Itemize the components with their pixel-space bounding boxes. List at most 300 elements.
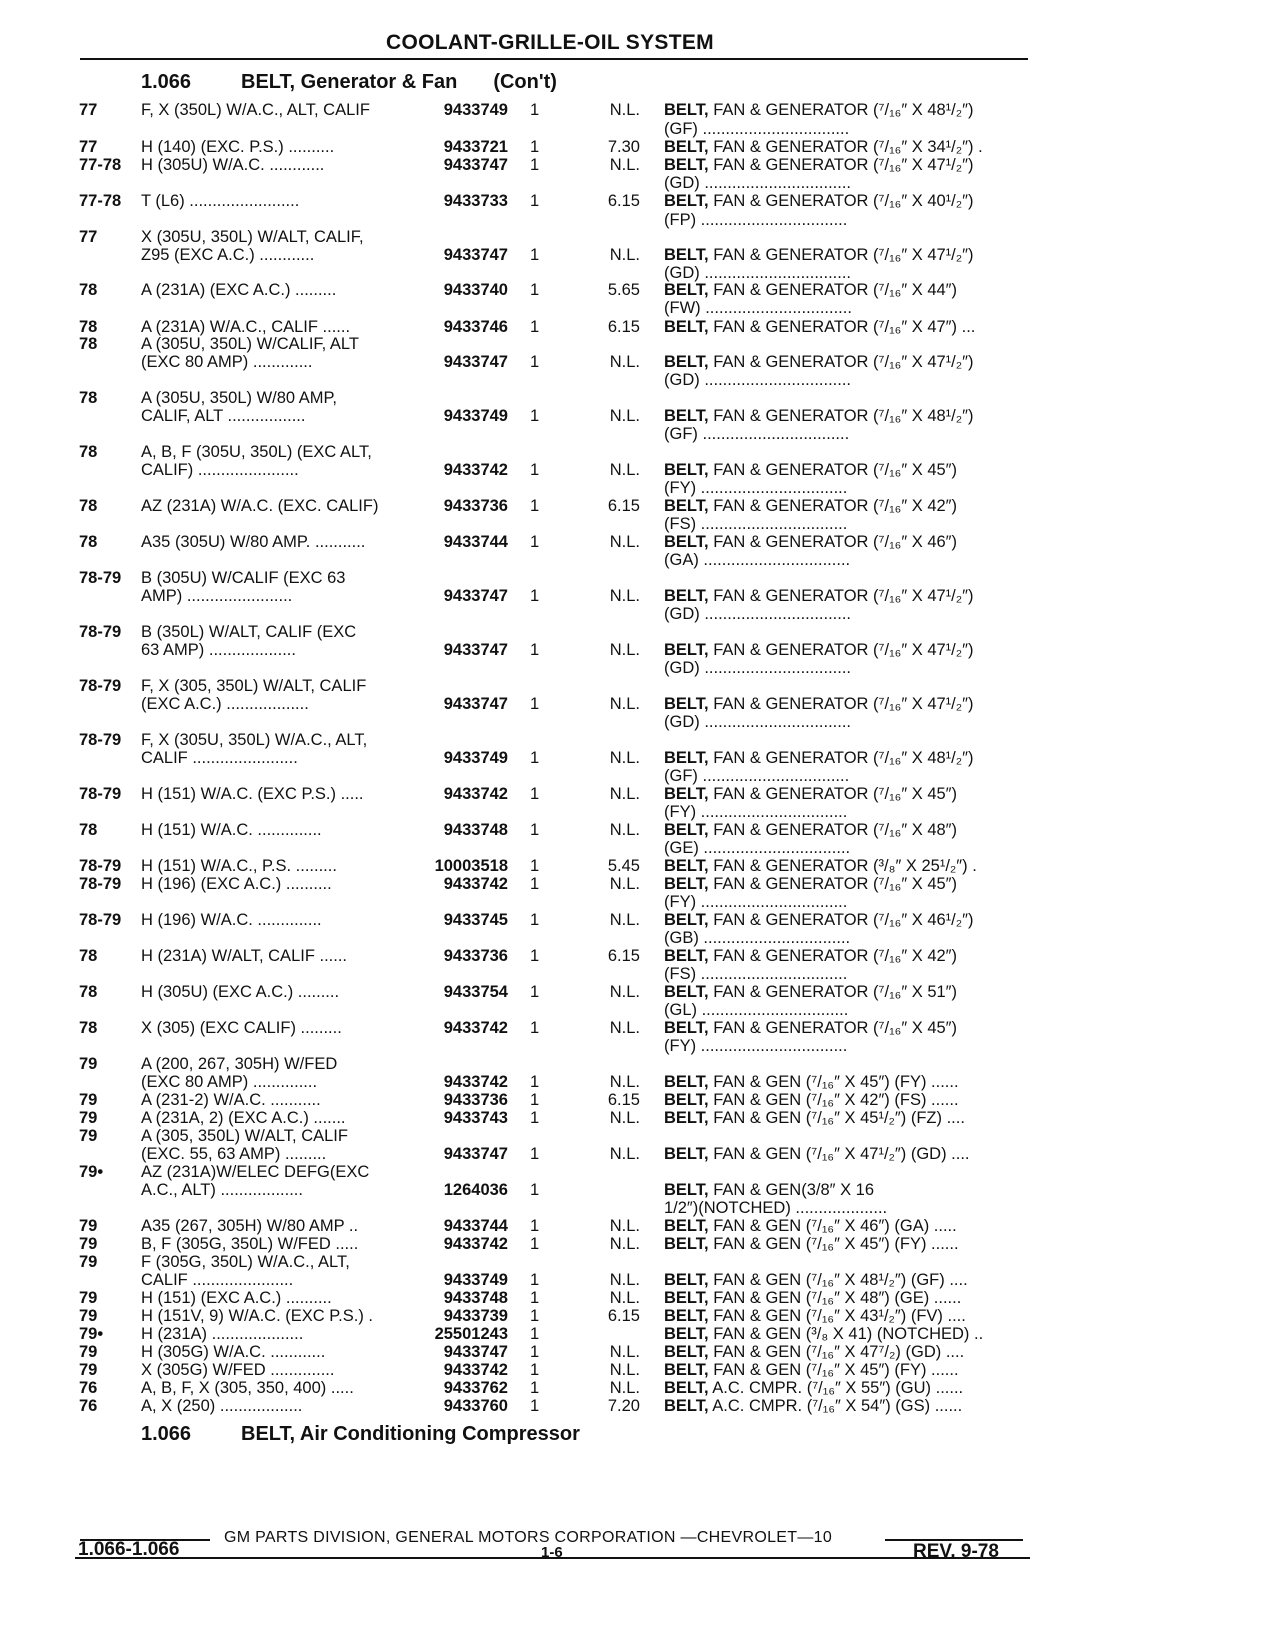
application: H (151V, 9) W/A.C. (EXC P.S.) . xyxy=(141,1307,373,1325)
model-year: 78-79 xyxy=(79,623,122,641)
part-name-detail: (FY) ................................ xyxy=(664,1037,848,1055)
model-year: 78 xyxy=(79,497,98,515)
part-name-detail: FAN & GENERATOR (⁷/₁₆″ X 47¹/₂″) xyxy=(708,587,974,605)
model-year: 77 xyxy=(79,101,98,119)
part-name-detail: FAN & GENERATOR (⁷/₁₆″ X 45″) xyxy=(708,1019,958,1037)
part-name-detail: (FY) ................................ xyxy=(664,893,848,911)
part-name-keyword: BELT, xyxy=(664,875,709,893)
part-name-detail: A.C. CMPR. (⁷/₁₆″ X 54″) (GS) ...... xyxy=(708,1397,963,1415)
application: A (231A) W/A.C., CALIF ...... xyxy=(141,318,351,336)
part-name-detail: (GB) ................................ xyxy=(664,929,851,947)
part-name-keyword: BELT, xyxy=(664,138,709,156)
part-name-detail: FAN & GENERATOR (⁷/₁₆″ X 47¹/₂″) xyxy=(708,641,974,659)
quantity: 1 xyxy=(530,497,540,515)
model-year: 76 xyxy=(79,1397,98,1415)
application: B, F (305G, 350L) W/FED ..... xyxy=(141,1235,359,1253)
part-name xyxy=(664,192,974,211)
part-name-detail: A.C. CMPR. (⁷/₁₆″ X 55″) (GU) ...... xyxy=(708,1379,964,1397)
model-year: 79 xyxy=(79,1055,98,1073)
price: N.L. xyxy=(609,983,640,1001)
part-name-keyword: BELT, xyxy=(664,1181,709,1199)
price: N.L. xyxy=(609,875,640,893)
part-name-detail: FAN & GENERATOR (⁷/₁₆″ X 47¹/₂″) xyxy=(708,353,974,371)
part-number: 9433749 xyxy=(443,101,508,119)
application: X (305U, 350L) W/ALT, CALIF, xyxy=(141,228,364,246)
price: N.L. xyxy=(609,749,640,767)
part-name xyxy=(664,1145,970,1164)
part-name-keyword: BELT, xyxy=(664,1379,709,1397)
part-name-keyword: BELT, xyxy=(664,407,709,425)
price: 7.20 xyxy=(607,1397,640,1415)
part-number: 9433747 xyxy=(443,641,508,659)
part-name xyxy=(664,947,957,966)
price: N.L. xyxy=(609,1289,640,1307)
part-number: 9433747 xyxy=(443,587,508,605)
part-name-keyword: BELT, xyxy=(664,1307,709,1325)
part-name-keyword: BELT, xyxy=(664,1289,709,1307)
part-name xyxy=(664,1109,965,1128)
part-name-keyword: BELT, xyxy=(664,1271,709,1289)
quantity: 1 xyxy=(530,246,540,264)
price: 7.30 xyxy=(607,138,640,156)
model-year: 78 xyxy=(79,335,98,353)
part-name xyxy=(664,156,974,175)
application: H (196) (EXC A.C.) .......... xyxy=(141,875,332,893)
part-name-detail: FAN & GENERATOR (⁷/₁₆″ X 51″) xyxy=(708,983,958,1001)
part-name xyxy=(664,857,977,876)
part-name-keyword: BELT, xyxy=(664,353,709,371)
price: N.L. xyxy=(609,1019,640,1037)
part-name-detail: FAN & GENERATOR (⁷/₁₆″ X 46¹/₂″) xyxy=(708,911,974,929)
price: N.L. xyxy=(609,695,640,713)
price: N.L. xyxy=(609,1217,640,1235)
part-name-keyword: BELT, xyxy=(664,857,709,875)
part-number: 9433739 xyxy=(443,1307,508,1325)
part-name-detail: FAN & GENERATOR (⁷/₁₆″ X 45″) xyxy=(708,875,958,893)
price: N.L. xyxy=(609,407,640,425)
application: AZ (231A)W/ELEC DEFG(EXC xyxy=(141,1163,370,1181)
part-name-detail: FAN & GEN (⁷/₁₆″ X 45″) (FY) ...... xyxy=(708,1235,959,1253)
application: B (305U) W/CALIF (EXC 63 xyxy=(141,569,346,587)
application: A (200, 267, 305H) W/FED xyxy=(141,1055,338,1073)
application: B (350L) W/ALT, CALIF (EXC xyxy=(141,623,357,641)
application: CALIF) ...................... xyxy=(141,461,299,479)
part-name xyxy=(664,983,957,1002)
part-name xyxy=(664,695,974,714)
part-name-detail: (GD) ................................ xyxy=(664,174,852,192)
part-name xyxy=(664,875,957,894)
model-year: 79 xyxy=(79,1109,98,1127)
part-number: 9433747 xyxy=(443,1145,508,1163)
part-name xyxy=(664,1343,964,1362)
part-name-keyword: BELT, xyxy=(664,1109,709,1127)
model-year: 79 xyxy=(79,1343,98,1361)
part-number: 9433760 xyxy=(443,1397,508,1415)
part-name xyxy=(664,1289,961,1308)
part-name-keyword: BELT, xyxy=(664,497,709,515)
application: H (305U) (EXC A.C.) ......... xyxy=(141,983,340,1001)
part-name-keyword: BELT, xyxy=(664,461,709,479)
price: N.L. xyxy=(609,1145,640,1163)
quantity: 1 xyxy=(530,353,540,371)
part-name-keyword: BELT, xyxy=(664,1235,709,1253)
model-year: 78-79 xyxy=(79,911,122,929)
price: N.L. xyxy=(609,821,640,839)
quantity: 1 xyxy=(530,1073,540,1091)
application: H (305U) W/A.C. ............ xyxy=(141,156,325,174)
model-year: 77-78 xyxy=(79,192,122,210)
part-name xyxy=(664,1073,959,1092)
quantity: 1 xyxy=(530,1217,540,1235)
quantity: 1 xyxy=(530,533,540,551)
part-name-keyword: BELT, xyxy=(664,641,709,659)
quantity: 1 xyxy=(530,1145,540,1163)
quantity: 1 xyxy=(530,138,540,156)
part-name xyxy=(664,1307,966,1326)
quantity: 1 xyxy=(530,192,540,210)
application: (EXC. 55, 63 AMP) ......... xyxy=(141,1145,327,1163)
part-number: 1264036 xyxy=(443,1181,508,1199)
part-number: 9433748 xyxy=(443,1289,508,1307)
model-year: 79• xyxy=(79,1325,104,1343)
part-name-detail: 1/2″)(NOTCHED) .................... xyxy=(664,1199,888,1217)
application: A (231A) (EXC A.C.) ......... xyxy=(141,281,337,299)
price: N.L. xyxy=(609,641,640,659)
footer-section-code: 1.066-1.066 xyxy=(78,1539,180,1560)
price: N.L. xyxy=(609,1073,640,1091)
price: 6.15 xyxy=(607,497,640,515)
quantity: 1 xyxy=(530,156,540,174)
part-name-keyword: BELT, xyxy=(664,156,709,174)
quantity: 1 xyxy=(530,1361,540,1379)
part-name-detail: FAN & GEN (⁷/₁₆″ X 48¹/₂″) (GF) .... xyxy=(708,1271,968,1289)
part-name xyxy=(664,1199,887,1218)
application: A35 (305U) W/80 AMP. ........... xyxy=(141,533,366,551)
part-name-keyword: BELT, xyxy=(664,1217,709,1235)
quantity: 1 xyxy=(530,1379,540,1397)
part-number: 25501243 xyxy=(434,1325,508,1343)
part-name-detail: FAN & GENERATOR (⁷/₁₆″ X 45″) xyxy=(708,461,958,479)
part-name xyxy=(664,965,847,984)
model-year: 78 xyxy=(79,821,98,839)
part-name xyxy=(664,299,852,318)
application: A35 (267, 305H) W/80 AMP .. xyxy=(141,1217,359,1235)
part-name xyxy=(664,138,983,157)
application: H (231A) W/ALT, CALIF ...... xyxy=(141,947,347,965)
part-name-detail: FAN & GEN (⁷/₁₆″ X 45″) (FY) ...... xyxy=(708,1361,959,1379)
price: N.L. xyxy=(609,1109,640,1127)
quantity: 1 xyxy=(530,1019,540,1037)
part-name xyxy=(664,1325,983,1344)
model-year: 78-79 xyxy=(79,857,122,875)
part-name xyxy=(664,1019,957,1038)
part-name xyxy=(664,101,974,120)
application: H (231A) .................... xyxy=(141,1325,304,1343)
part-number: 9433745 xyxy=(443,911,508,929)
part-number: 9433740 xyxy=(443,281,508,299)
part-number: 9433742 xyxy=(443,461,508,479)
price: N.L. xyxy=(609,461,640,479)
application: H (151) W/A.C. (EXC P.S.) ..... xyxy=(141,785,364,803)
part-name xyxy=(664,1217,957,1236)
page-title: COOLANT-GRILLE-OIL SYSTEM xyxy=(386,31,714,54)
part-name xyxy=(664,767,849,786)
quantity: 1 xyxy=(530,1307,540,1325)
part-number: 9433754 xyxy=(443,983,508,1001)
part-name-detail: FAN & GENERATOR (⁷/₁₆″ X 48¹/₂″) xyxy=(708,749,974,767)
part-name-keyword: BELT, xyxy=(664,1145,709,1163)
part-name-detail: (GF) ................................ xyxy=(664,425,850,443)
part-name-detail: FAN & GEN (⁷/₁₆″ X 46″) (GA) ..... xyxy=(708,1217,957,1235)
application: (EXC 80 AMP) ............. xyxy=(141,353,313,371)
quantity: 1 xyxy=(530,318,540,336)
part-name-detail: (GD) ................................ xyxy=(664,371,852,389)
part-name-detail: (FY) ................................ xyxy=(664,803,848,821)
price: N.L. xyxy=(609,785,640,803)
quantity: 1 xyxy=(530,1235,540,1253)
part-name xyxy=(664,1235,959,1254)
application: X (305) (EXC CALIF) ......... xyxy=(141,1019,342,1037)
part-name-detail: (GL) ................................ xyxy=(664,1001,849,1019)
part-name-detail: FAN & GEN (⁷/₁₆″ X 47¹/₂″) (GD) .... xyxy=(708,1145,970,1163)
model-year: 78-79 xyxy=(79,785,122,803)
model-year: 78 xyxy=(79,281,98,299)
model-year: 78 xyxy=(79,389,98,407)
model-year: 78 xyxy=(79,947,98,965)
price: 6.15 xyxy=(607,318,640,336)
application: Z95 (EXC A.C.) ............ xyxy=(141,246,315,264)
part-name-keyword: BELT, xyxy=(664,1019,709,1037)
part-number: 9433742 xyxy=(443,1019,508,1037)
quantity: 1 xyxy=(530,1181,540,1199)
price: N.L. xyxy=(609,587,640,605)
part-name xyxy=(664,407,974,426)
part-name xyxy=(664,353,974,372)
model-year: 76 xyxy=(79,1379,98,1397)
application: H (305G) W/A.C. ............ xyxy=(141,1343,326,1361)
part-name-keyword: BELT, xyxy=(664,318,709,336)
section-title: BELT, Generator & Fan xyxy=(241,71,458,93)
part-name-keyword: BELT, xyxy=(664,101,709,119)
part-name-keyword: BELT, xyxy=(664,533,709,551)
part-number: 9433748 xyxy=(443,821,508,839)
application: F, X (305, 350L) W/ALT, CALIF xyxy=(141,677,367,695)
part-name-detail: FAN & GEN(3/8″ X 16 xyxy=(708,1181,875,1199)
application: T (L6) ........................ xyxy=(141,192,300,210)
model-year: 79 xyxy=(79,1217,98,1235)
part-name-detail: FAN & GEN (⁷/₁₆″ X 48″) (GE) ...... xyxy=(708,1289,962,1307)
quantity: 1 xyxy=(530,641,540,659)
price: 5.45 xyxy=(607,857,640,875)
price: N.L. xyxy=(609,353,640,371)
part-number: 9433747 xyxy=(443,353,508,371)
section-continued: (Con't) xyxy=(493,71,557,93)
part-name xyxy=(664,120,849,139)
part-name-keyword: BELT, xyxy=(664,1325,709,1343)
quantity: 1 xyxy=(530,857,540,875)
application: CALIF, ALT ................. xyxy=(141,407,306,425)
part-name xyxy=(664,497,957,516)
part-name xyxy=(664,174,851,193)
price: N.L. xyxy=(609,911,640,929)
application: A (305, 350L) W/ALT, CALIF xyxy=(141,1127,348,1145)
part-number: 9433749 xyxy=(443,407,508,425)
quantity: 1 xyxy=(530,461,540,479)
part-name-detail: (GF) ................................ xyxy=(664,120,850,138)
part-name-keyword: BELT, xyxy=(664,587,709,605)
quantity: 1 xyxy=(530,1343,540,1361)
part-name-detail: FAN & GENERATOR (⁷/₁₆″ X 48¹/₂″) xyxy=(708,101,974,119)
quantity: 1 xyxy=(530,1289,540,1307)
part-name-detail: FAN & GEN (⁷/₁₆″ X 45¹/₂″) (FZ) .... xyxy=(708,1109,965,1127)
part-number: 10003518 xyxy=(434,857,508,875)
part-name xyxy=(664,1397,962,1416)
part-number: 9433742 xyxy=(443,875,508,893)
price: N.L. xyxy=(609,246,640,264)
model-year: 79 xyxy=(79,1289,98,1307)
model-year: 79 xyxy=(79,1235,98,1253)
part-name-keyword: BELT, xyxy=(664,1073,709,1091)
application: A, B, F, X (305, 350, 400) ..... xyxy=(141,1379,354,1397)
model-year: 79 xyxy=(79,1253,98,1271)
part-name-detail: FAN & GEN (⁷/₁₆″ X 45″) (FY) ...... xyxy=(708,1073,959,1091)
footer-publisher: GM PARTS DIVISION, GENERAL MOTORS CORPORATION —CHEVROLET—10 xyxy=(224,1529,833,1546)
part-name-detail: FAN & GENERATOR (⁷/₁₆″ X 47″) ... xyxy=(708,318,976,336)
price: 5.65 xyxy=(607,281,640,299)
part-name-detail: FAN & GEN (³/₈ X 41) (NOTCHED) .. xyxy=(708,1325,984,1343)
part-name xyxy=(664,479,847,498)
part-name xyxy=(664,211,847,230)
part-name-detail: FAN & GENERATOR (⁷/₁₆″ X 40¹/₂″) xyxy=(708,192,974,210)
model-year: 78-79 xyxy=(79,569,122,587)
application: F, X (305U, 350L) W/A.C., ALT, xyxy=(141,731,368,749)
part-name-keyword: BELT, xyxy=(664,246,709,264)
application: A (305U, 350L) W/80 AMP, xyxy=(141,389,337,407)
footer-page-number: 1-6 xyxy=(541,1544,563,1561)
price: 6.15 xyxy=(607,192,640,210)
quantity: 1 xyxy=(530,875,540,893)
part-name xyxy=(664,281,957,300)
quantity: 1 xyxy=(530,281,540,299)
section-title: BELT, Air Conditioning Compressor xyxy=(241,1423,580,1445)
model-year: 77 xyxy=(79,138,98,156)
part-name xyxy=(664,246,974,265)
part-number: 9433744 xyxy=(443,533,508,551)
application: F (305G, 350L) W/A.C., ALT, xyxy=(141,1253,350,1271)
part-number: 9433742 xyxy=(443,1361,508,1379)
application: A.C., ALT) .................. xyxy=(141,1181,303,1199)
part-name xyxy=(664,1181,874,1200)
quantity: 1 xyxy=(530,821,540,839)
application: 63 AMP) ................... xyxy=(141,641,296,659)
price: N.L. xyxy=(609,1343,640,1361)
part-name xyxy=(664,318,975,337)
part-name-detail: (GE) ................................ xyxy=(664,839,851,857)
part-name-keyword: BELT, xyxy=(664,1397,709,1415)
part-number: 9433736 xyxy=(443,497,508,515)
part-name-detail: FAN & GEN (⁷/₁₆″ X 47⁷/₂) (GD) .... xyxy=(708,1343,965,1361)
model-year: 78-79 xyxy=(79,731,122,749)
model-year: 77 xyxy=(79,228,98,246)
part-name-detail: (GD) ................................ xyxy=(664,659,852,677)
part-number: 9433747 xyxy=(443,246,508,264)
application: H (151) W/A.C. .............. xyxy=(141,821,322,839)
part-number: 9433746 xyxy=(443,318,508,336)
part-name-detail: (FY) ................................ xyxy=(664,479,848,497)
part-name xyxy=(664,515,847,534)
part-name-detail: FAN & GENERATOR (⁷/₁₆″ X 42″) xyxy=(708,947,958,965)
part-name xyxy=(664,587,974,606)
quantity: 1 xyxy=(530,1109,540,1127)
part-name-detail: (FS) ................................ xyxy=(664,515,848,533)
quantity: 1 xyxy=(530,407,540,425)
price: N.L. xyxy=(609,533,640,551)
part-name-detail: (FP) ................................ xyxy=(664,211,848,229)
application: AZ (231A) W/A.C. (EXC. CALIF) xyxy=(141,497,379,515)
model-year: 79 xyxy=(79,1361,98,1379)
part-name-keyword: BELT, xyxy=(664,281,709,299)
part-name xyxy=(664,929,850,948)
model-year: 78 xyxy=(79,443,98,461)
application: CALIF ...................... xyxy=(141,1271,294,1289)
part-name-keyword: BELT, xyxy=(664,1091,709,1109)
part-name xyxy=(664,659,851,678)
model-year: 79• xyxy=(79,1163,104,1181)
quantity: 1 xyxy=(530,785,540,803)
application: H (196) W/A.C. .............. xyxy=(141,911,322,929)
part-name-detail: (FW) ................................ xyxy=(664,299,852,317)
part-name xyxy=(664,425,849,444)
part-name-detail: (FS) ................................ xyxy=(664,965,848,983)
part-name-detail: (GD) ................................ xyxy=(664,713,852,731)
part-name-detail: FAN & GENERATOR (⁷/₁₆″ X 45″) xyxy=(708,785,958,803)
part-name xyxy=(664,803,847,822)
application: (EXC A.C.) .................. xyxy=(141,695,309,713)
model-year: 78 xyxy=(79,318,98,336)
quantity: 1 xyxy=(530,911,540,929)
part-name-keyword: BELT, xyxy=(664,1361,709,1379)
part-number: 9433742 xyxy=(443,1073,508,1091)
quantity: 1 xyxy=(530,749,540,767)
quantity: 1 xyxy=(530,947,540,965)
part-name xyxy=(664,1001,848,1020)
price: N.L. xyxy=(609,1379,640,1397)
application: (EXC 80 AMP) .............. xyxy=(141,1073,318,1091)
part-name-keyword: BELT, xyxy=(664,983,709,1001)
model-year: 77-78 xyxy=(79,156,122,174)
model-year: 79 xyxy=(79,1091,98,1109)
part-number: 9433742 xyxy=(443,785,508,803)
part-name xyxy=(664,713,851,732)
price: 6.15 xyxy=(607,947,640,965)
part-name xyxy=(664,1361,959,1380)
part-name-detail: FAN & GEN (⁷/₁₆″ X 43¹/₂″) (FV) .... xyxy=(708,1307,966,1325)
quantity: 1 xyxy=(530,587,540,605)
part-name-detail: FAN & GENERATOR (⁷/₁₆″ X 48″) xyxy=(708,821,958,839)
application: A (231-2) W/A.C. ........... xyxy=(141,1091,321,1109)
part-name-detail: FAN & GENERATOR (⁷/₁₆″ X 47¹/₂″) xyxy=(708,246,974,264)
part-name xyxy=(664,533,957,552)
part-name xyxy=(664,785,957,804)
part-number: 9433743 xyxy=(443,1109,508,1127)
part-name-detail: FAN & GENERATOR (⁷/₁₆″ X 48¹/₂″) xyxy=(708,407,974,425)
application: H (140) (EXC. P.S.) .......... xyxy=(141,138,335,156)
part-name xyxy=(664,371,851,390)
part-name xyxy=(664,551,850,570)
price: N.L. xyxy=(609,1271,640,1289)
quantity: 1 xyxy=(530,1091,540,1109)
part-name-detail: FAN & GEN (⁷/₁₆″ X 42″) (FS) ...... xyxy=(708,1091,959,1109)
